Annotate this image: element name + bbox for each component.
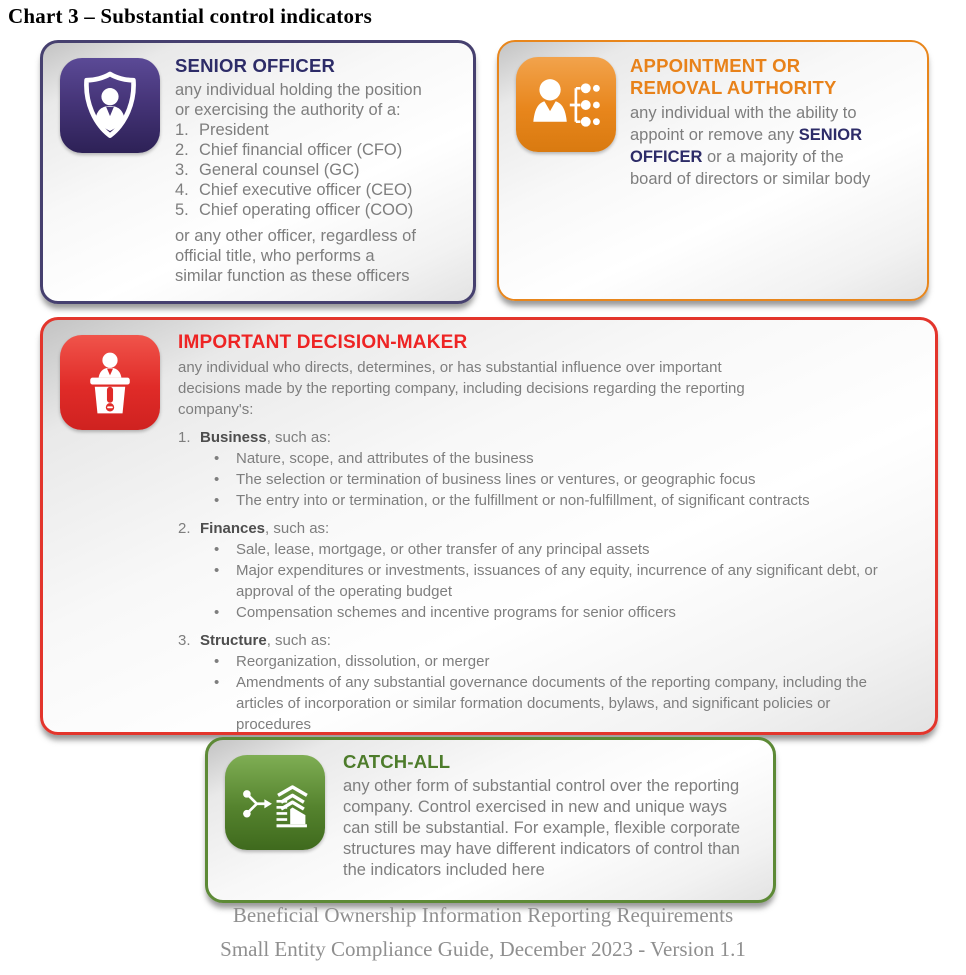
bullet-item: • Nature, scope, and attributes of the business: [214, 450, 534, 467]
section-heading: 2. Finances, such as:: [178, 520, 330, 537]
important-decision-maker-intro: any individual who directs, determines, or has substantial influence over important decisions made by the reporting company, including decisions regarding the reporting company's:: [178, 359, 745, 418]
appointment-removal-heading: APPOINTMENT OR REMOVAL AUTHORITY: [630, 55, 837, 98]
senior-officer-card: [40, 40, 476, 304]
list-item: 2. Chief financial officer (CFO): [175, 141, 403, 159]
appointment-removal-card: [497, 40, 929, 301]
catch-all-heading: CATCH-ALL: [343, 751, 451, 772]
senior-officer-list: [175, 120, 425, 220]
person-orgchart-icon: [516, 57, 616, 152]
important-decision-maker-card: [40, 317, 938, 735]
appointment-removal-content: [630, 55, 882, 190]
shield-person-icon: [60, 58, 160, 153]
appointment-removal-body: any individual with the ability to appoint or remove any SENIOR OFFICER or a majority of the board of directors or similar body: [630, 104, 871, 188]
bullet-item: • Compensation schemes and incentive programs for senior officers: [214, 604, 676, 621]
list-item: 1. President: [175, 121, 269, 139]
footer-document-title: Beneficial Ownership Information Reporting Requirements: [232, 903, 734, 927]
senior-officer-intro: any individual holding the position or exercising the authority of a:: [175, 81, 422, 119]
bullet-item: • The entry into or termination, or the fulfillment or non-fulfillment, of significant contracts: [214, 492, 810, 509]
senior-officer-outro: or any other officer, regardless of official title, who performs a similar function as these officers: [175, 227, 416, 285]
important-decision-maker-heading: IMPORTANT DECISION-MAKER: [178, 332, 468, 353]
catch-all-body: any other form of substantial control over the reporting company. Control exercised in new and unique ways can still be substantial. For example, flexible corporate structures may have different indicators of control than the indicators included here: [343, 777, 741, 879]
business-section: [178, 427, 920, 511]
branch-building-icon: [225, 755, 325, 850]
list-item: 4. Chief executive officer (CEO): [175, 181, 413, 199]
finances-section: [178, 518, 920, 623]
bullet-item: • Reorganization, dissolution, or merger: [214, 653, 490, 670]
bullet-item: • Major expenditures or investments, issuances of any equity, incurrence of any significant debt, or approval of the operating budget: [214, 562, 878, 600]
bullet-item: • Sale, lease, mortgage, or other transfer of any principal assets: [214, 541, 650, 558]
senior-officer-content: [175, 55, 425, 286]
list-item: 3. General counsel (GC): [175, 161, 360, 179]
section-heading: 1. Business, such as:: [178, 429, 331, 446]
structure-section: [178, 630, 920, 735]
important-decision-maker-content: [178, 332, 920, 735]
senior-officer-reference: SENIOR OFFICER: [630, 126, 863, 166]
senior-officer-heading: SENIOR OFFICER: [175, 55, 336, 76]
catch-all-content: [343, 751, 751, 881]
podium-speaker-icon: [60, 335, 160, 430]
list-item: 5. Chief operating officer (COO): [175, 201, 414, 219]
page-title: Chart 3 – Substantial control indicators: [8, 4, 373, 28]
section-heading: 3. Structure, such as:: [178, 632, 331, 649]
footer-version-info: Small Entity Compliance Guide, December 2023 - Version 1.1: [220, 937, 746, 961]
bullet-item: • Amendments of any substantial governance documents of the reporting company, including the articles of incorporation or similar formation documents, bylaws, and significant policies or procedures: [214, 674, 867, 733]
catch-all-card: [205, 737, 776, 903]
bullet-item: • The selection or termination of business lines or ventures, or geographic focus: [214, 471, 756, 488]
